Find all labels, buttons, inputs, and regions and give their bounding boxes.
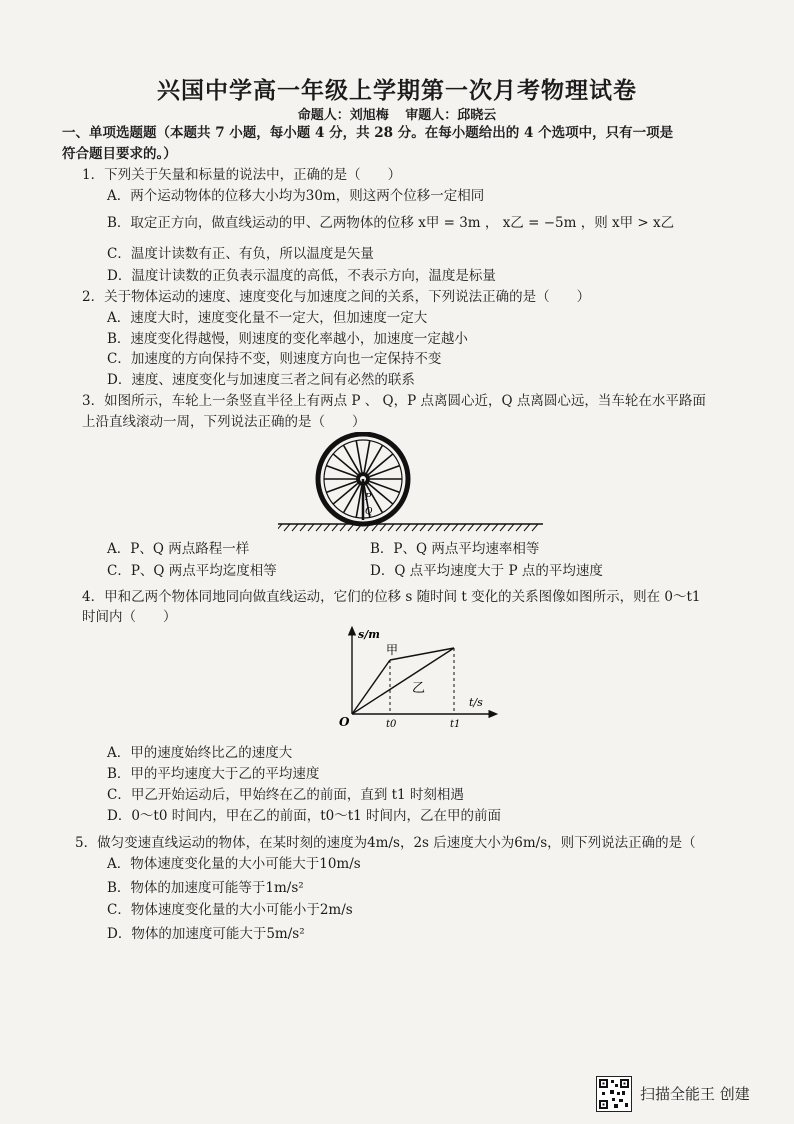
series-yi-label: 乙	[412, 681, 426, 696]
q5-option-b: B．物体的加速度可能等于1m/s²	[107, 880, 304, 896]
qr-code-icon	[596, 1076, 632, 1112]
q3-option-d: D．Q 点平均速度大于 P 点的平均速度	[370, 563, 603, 579]
q4-option-c: C．甲乙开始运动后，甲始终在乙的前面，直到 t1 时刻相遇	[107, 787, 464, 803]
q5-stem: 5．做匀变速直线运动的物体，在某时刻的速度为4m/s，2s 后速度大小为6m/s，则下列说法正确的是（	[75, 835, 696, 851]
hatch-mark	[332, 524, 338, 531]
hatch-mark	[524, 524, 530, 531]
hatch-mark	[284, 524, 290, 531]
hatch-mark	[436, 524, 442, 531]
hatch-mark	[388, 524, 394, 531]
hatch-mark	[308, 524, 314, 531]
hatch-mark	[404, 524, 410, 531]
hatch-mark	[300, 524, 306, 531]
hatch-mark	[348, 524, 354, 531]
origin-label: O	[339, 715, 350, 729]
st-graph	[334, 622, 504, 740]
series-jia-label: 甲	[386, 643, 399, 657]
exam-title: 兴国中学高一年级上学期第一次月考物理试卷	[157, 77, 637, 104]
hatch-mark	[340, 524, 346, 531]
hatch-mark	[324, 524, 330, 531]
author-reviewer: 审题人：邱晓云	[405, 108, 497, 123]
q5-option-d: D．物体的加速度可能大于5m/s²	[107, 926, 305, 942]
q4-option-b: B．甲的平均速度大于乙的平均速度	[107, 766, 320, 782]
q3-stem-cont: 上沿直线滚动一周，下列说法正确的是（ ）	[82, 414, 366, 430]
q5-option-c: C．物体速度变化量的大小可能小于2m/s	[107, 902, 353, 918]
hatch-mark	[380, 524, 386, 531]
q2-option-a: A．速度大时，速度变化量不一定大，但加速度一定大	[107, 310, 428, 326]
section1-heading: 一、单项选题题（本题共 7 小题，每小题 4 分，共 28 分。在每小题给出的 4 个选项中，只有一项是	[62, 125, 674, 141]
q1-option-b: B．取定正方向，做直线运动的甲、乙两物体的位移 x甲 = 3m ， x乙 = −5m ，则 x甲 > x乙	[107, 215, 675, 231]
q2-option-b: B．速度变化得越慢，则速度的变化率越小，加速度一定越小	[107, 331, 468, 347]
hatch-mark	[484, 524, 490, 531]
q1-option-a: A．两个运动物体的位移大小均为30m，则这两个位移一定相同	[107, 188, 485, 204]
q1-stem: 1．下列关于矢量和标量的说法中，正确的是（ ）	[82, 167, 402, 183]
hatch-mark	[532, 524, 538, 531]
hatch-mark	[516, 524, 522, 531]
hatch-mark	[412, 524, 418, 531]
wheel-spoke	[326, 466, 356, 477]
q1-option-c: C．温度计读数有正、有负，所以温度是矢量	[107, 246, 374, 262]
q3-option-c: C．P、Q 两点平均迄度相等	[107, 563, 277, 579]
q5-option-a: A．物体速度变化量的大小可能大于10m/s	[107, 856, 361, 872]
hatch-mark	[492, 524, 498, 531]
y-axis-label: s/m	[358, 628, 380, 641]
q4-option-a: A．甲的速度始终比乙的速度大	[107, 745, 293, 761]
hatch-mark	[316, 524, 322, 531]
section1-heading-cont: 符合题目要求的。）	[62, 146, 177, 162]
hatch-mark	[292, 524, 298, 531]
t0-label: t0	[386, 719, 397, 730]
q4-stem: 4．甲和乙两个物体同地同向做直线运动，它们的位移 s 随时间 t 变化的关系图像如图所示，则在 0～t1	[82, 589, 701, 605]
hatch-mark	[500, 524, 506, 531]
wheel-spoke	[326, 481, 356, 492]
wheel-figure	[278, 432, 548, 532]
series-jia-line1	[352, 660, 390, 714]
q4-stem-cont: 时间内（ ）	[82, 609, 177, 625]
q2-option-c: C．加速度的方向保持不变，则速度方向也一定保持不变	[107, 351, 442, 367]
hatch-mark	[420, 524, 426, 531]
hatch-mark	[468, 524, 474, 531]
hatch-mark	[444, 524, 450, 531]
q2-stem: 2．关于物体运动的速度、速度变化与加速度之间的关系，下列说法正确的是（ ）	[82, 289, 591, 305]
point-q-label: Q	[365, 507, 373, 517]
q3-option-a: A．P、Q 两点路程一样	[107, 541, 250, 557]
q1-option-d: D．温度计读数的正负表示温度的高低，不表示方向，温度是标量	[107, 268, 496, 284]
x-axis-label: t/s	[469, 696, 483, 709]
q3-stem: 3．如图所示，车轮上一条竖直半径上有两点 P 、 Q，P 点离圆心近，Q 点离圆心远，当车轮在水平路面	[82, 393, 706, 409]
scanner-watermark: 扫描全能王 创建	[640, 1085, 750, 1103]
q2-option-d: D．速度、速度变化与加速度三者之间有必然的联系	[107, 372, 415, 388]
author-setter: 命题人：刘旭梅	[297, 108, 389, 123]
t1-label: t1	[450, 719, 461, 730]
wheel-spoke	[370, 481, 400, 492]
point-p-label: P	[365, 493, 372, 503]
wheel-icon	[318, 434, 408, 524]
q4-option-d: D．0～t0 时间内，甲在乙的前面，t0～t1 时间内，乙在甲的前面	[107, 808, 502, 824]
wheel-spoke	[370, 466, 400, 477]
q3-option-b: B．P、Q 两点平均速率相等	[370, 541, 540, 557]
hatch-mark	[278, 524, 282, 531]
ground-hatch	[278, 524, 538, 531]
hatch-mark	[452, 524, 458, 531]
hatch-mark	[428, 524, 434, 531]
hatch-mark	[508, 524, 514, 531]
hatch-mark	[460, 524, 466, 531]
hatch-mark	[476, 524, 482, 531]
hatch-mark	[396, 524, 402, 531]
exam-authors	[0, 104, 794, 123]
